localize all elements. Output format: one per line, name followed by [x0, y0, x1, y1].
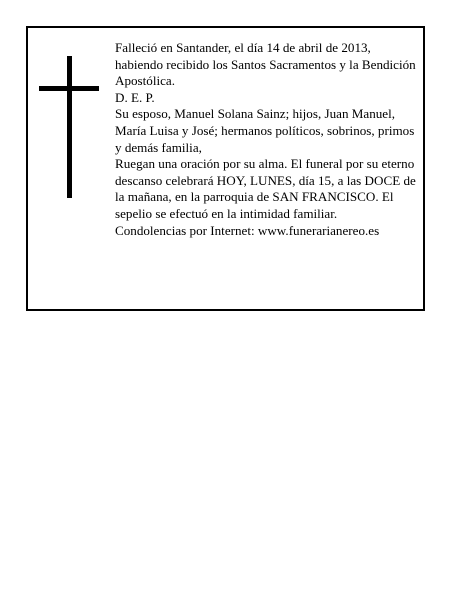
rest-in-peace: D. E. P.: [115, 89, 155, 105]
cross-vertical-bar: [67, 56, 72, 198]
funeral-details: Ruegan una oración por su alma. El funeral por su eterno descanso celebrará HOY, LUNES, día 15, a las DOCE de la mañana, en la parroquia de SAN FRANCISCO. El sepelio se efectuó en la intimidad familiar.: [115, 156, 416, 221]
latin-cross-icon: [39, 56, 99, 198]
cross-horizontal-bar: [39, 86, 99, 91]
obituary-notice: [26, 26, 425, 311]
obituary-text: [115, 40, 420, 239]
death-announcement: Falleció en Santander, el día 14 de abril de 2013, habiendo recibido los Santos Sacramentos y la Bendición Apostólica.: [115, 40, 416, 89]
condolences-website: Condolencias por Internet: www.funerarianereo.es: [115, 222, 380, 238]
family-members: Su esposo, Manuel Solana Sainz; hijos, Juan Manuel, María Luisa y José; hermanos políticos, sobrinos, primos y demás familia,: [115, 106, 415, 155]
